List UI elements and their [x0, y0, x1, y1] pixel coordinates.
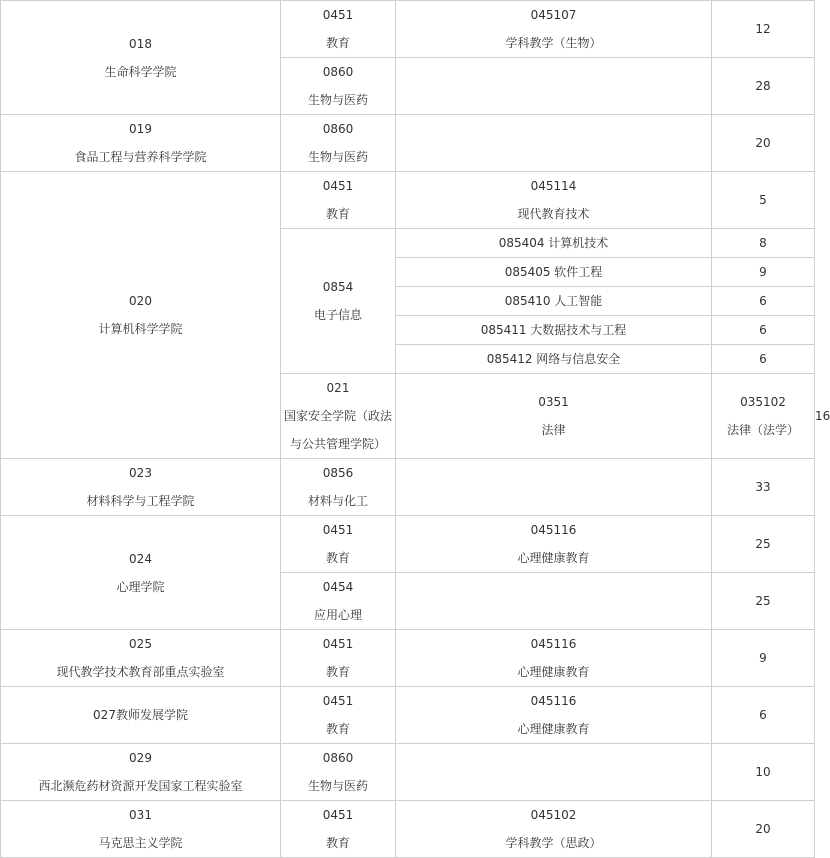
table-row	[1, 1, 815, 58]
quota-cell: 20	[712, 801, 815, 858]
college-cell	[281, 374, 396, 459]
major-code: 0454	[322, 580, 354, 594]
table-row	[1, 115, 815, 172]
major-name: 生物与医药	[307, 93, 368, 107]
college-cell	[1, 687, 281, 744]
college-cell	[1, 172, 281, 459]
quota-cell: 28	[712, 58, 815, 115]
quota-cell: 10	[712, 744, 815, 801]
college-code: 025	[129, 637, 152, 651]
direction-code: 045116	[530, 637, 577, 651]
table-row	[1, 801, 815, 858]
direction-code: 045116	[530, 694, 577, 708]
college-name: 西北濒危药材资源开发国家工程实验室	[38, 779, 243, 793]
direction-cell	[396, 459, 712, 516]
major-name: 电子信息	[313, 308, 362, 322]
college-name: 材料科学与工程学院	[86, 494, 195, 508]
direction-cell	[396, 58, 712, 115]
major-cell	[281, 1, 396, 58]
major-name: 教育	[325, 836, 350, 850]
quota-cell: 12	[712, 1, 815, 58]
major-code: 0451	[322, 179, 354, 193]
college-code: 024	[129, 551, 152, 566]
major-code: 0856	[322, 466, 354, 480]
major-name: 法律	[541, 423, 566, 437]
direction-code: 045102	[530, 808, 577, 822]
quota-cell: 6	[712, 316, 815, 345]
direction-name: 学科教学（思政）	[505, 836, 602, 850]
quota-cell: 33	[712, 459, 815, 516]
college-name: 生命科学学院	[104, 64, 177, 79]
quota-cell: 25	[712, 573, 815, 630]
direction-cell	[712, 374, 815, 459]
major-name: 教育	[325, 551, 350, 565]
major-cell	[281, 801, 396, 858]
table-row	[1, 459, 815, 516]
direction-name: 心理健康教育	[517, 665, 590, 679]
college-code: 020	[129, 294, 152, 308]
major-name: 应用心理	[313, 608, 362, 622]
major-code: 0860	[322, 751, 354, 765]
major-name: 生物与医药	[307, 150, 368, 164]
direction-name: 心理健康教育	[517, 722, 590, 736]
direction-cell: 085412 网络与信息安全	[396, 345, 712, 374]
college-name: 现代教学技术教育部重点实验室	[56, 665, 225, 679]
direction-cell: 085411 大数据技术与工程	[396, 316, 712, 345]
college-code: 021	[326, 381, 350, 395]
major-cell	[281, 58, 396, 115]
major-code: 0451	[322, 523, 354, 537]
college-cell	[1, 801, 281, 858]
direction-cell: 085405 软件工程	[396, 258, 712, 287]
direction-cell	[396, 172, 712, 229]
table-row	[1, 687, 815, 744]
college-cell	[1, 516, 281, 630]
direction-code: 045116	[530, 523, 577, 537]
direction-name: 现代教育技术	[517, 207, 590, 221]
major-cell	[281, 516, 396, 573]
college-cell	[1, 1, 281, 115]
table-row: 021 国家安全学院（政法与公共管理学院） 0351 法律 035102 法律（法学） 16	[1, 374, 815, 459]
direction-cell	[396, 115, 712, 172]
major-name: 材料与化工	[307, 494, 368, 508]
direction-cell	[396, 630, 712, 687]
quota-cell: 6	[712, 287, 815, 316]
table-row	[1, 172, 815, 229]
direction-code: 045114	[530, 179, 577, 193]
direction-code: 035102	[740, 395, 786, 409]
college-name: 食品工程与营养科学学院	[74, 150, 207, 164]
college-name: 心理学院	[116, 579, 165, 594]
table-row	[1, 630, 815, 687]
direction-cell	[396, 801, 712, 858]
quota-cell: 5	[712, 172, 815, 229]
direction-name: 心理健康教育	[517, 551, 590, 565]
major-name: 教育	[325, 36, 350, 50]
direction-name: 学科教学（生物）	[505, 36, 602, 50]
major-code: 0451	[322, 694, 354, 708]
major-code: 0451	[322, 8, 354, 22]
major-code: 0860	[322, 65, 354, 79]
direction-cell: 085404 计算机技术	[396, 229, 712, 258]
quota-cell: 6	[712, 345, 815, 374]
major-cell	[281, 459, 396, 516]
direction-cell	[396, 744, 712, 801]
quota-cell: 9	[712, 258, 815, 287]
quota-cell: 6	[712, 687, 815, 744]
quota-cell: 20	[712, 115, 815, 172]
major-name: 教育	[325, 665, 350, 679]
college-cell	[1, 459, 281, 516]
quota-cell: 9	[712, 630, 815, 687]
college-name: 计算机科学学院	[98, 322, 183, 336]
table-row	[1, 744, 815, 801]
direction-cell	[396, 516, 712, 573]
college-cell	[1, 630, 281, 687]
direction-cell	[396, 687, 712, 744]
major-code: 0451	[322, 808, 354, 822]
college-name: 马克思主义学院	[98, 836, 183, 850]
college-code: 029	[129, 751, 152, 765]
major-cell	[281, 573, 396, 630]
major-cell	[281, 229, 396, 374]
quota-cell: 8	[712, 229, 815, 258]
direction-cell	[396, 1, 712, 58]
college-code: 018	[129, 36, 152, 51]
major-cell	[281, 630, 396, 687]
major-code: 0351	[538, 395, 569, 409]
major-cell	[281, 115, 396, 172]
college-cell	[1, 115, 281, 172]
direction-name: 法律（法学）	[726, 423, 799, 437]
major-name: 教育	[325, 207, 350, 221]
college-name: 国家安全学院（政法与公共管理学院）	[283, 409, 392, 451]
major-code: 0860	[322, 122, 354, 136]
table-row	[1, 516, 815, 573]
major-cell	[281, 687, 396, 744]
major-cell	[281, 172, 396, 229]
college-code: 023	[129, 466, 152, 480]
quota-cell: 25	[712, 516, 815, 573]
college-code: 019	[129, 122, 152, 136]
major-name: 生物与医药	[307, 779, 368, 793]
direction-cell	[396, 573, 712, 630]
direction-cell: 085410 人工智能	[396, 287, 712, 316]
major-name: 教育	[325, 722, 350, 736]
major-cell	[396, 374, 712, 459]
college-name: 027教师发展学院	[93, 708, 188, 722]
major-cell	[281, 744, 396, 801]
major-code: 0854	[322, 280, 354, 294]
major-code: 0451	[322, 637, 354, 651]
college-cell	[1, 744, 281, 801]
college-code: 031	[129, 808, 152, 822]
direction-code: 045107	[530, 8, 577, 22]
